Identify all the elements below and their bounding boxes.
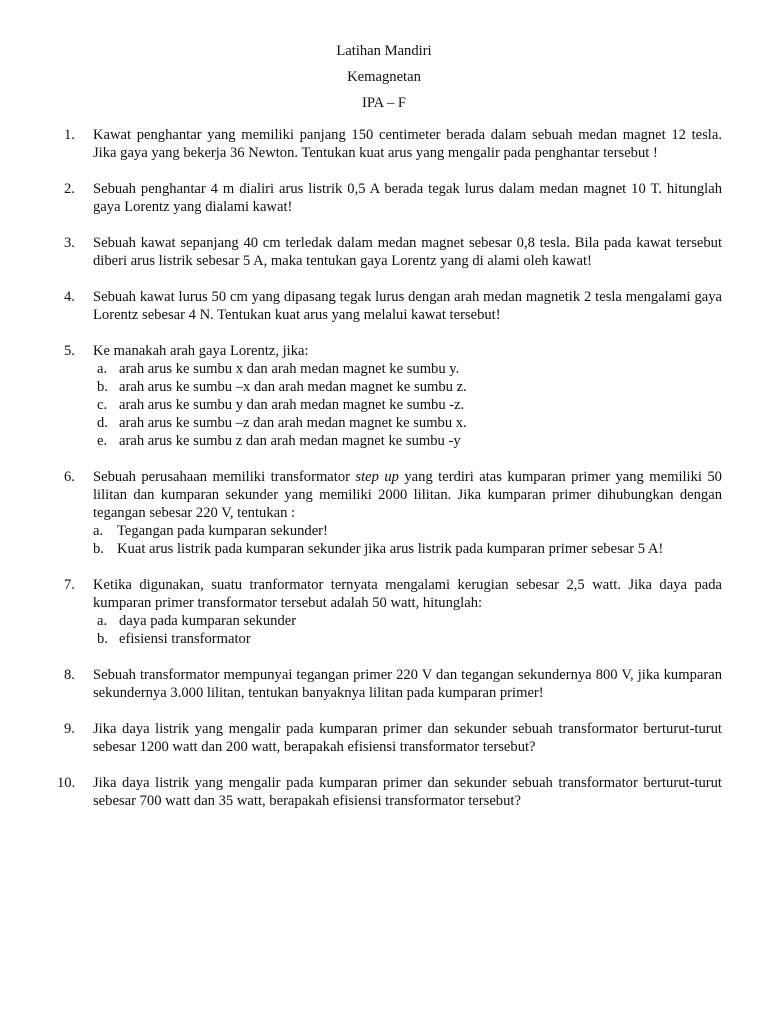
sub-item-text: arah arus ke sumbu y dan arah medan magnet ke sumbu -z.: [119, 397, 465, 413]
sub-item: [93, 396, 722, 414]
sub-item: [93, 378, 722, 396]
question-text-after: yang terdiri atas kumparan primer yang memiliki 50 lilitan dan kumparan sekunder yang memiliki 2000 lilitan. Jika kumparan primer dihubungkan dengan tegangan sebesar 220 V, tentukan :: [93, 469, 722, 521]
sub-item: [93, 630, 722, 648]
sub-item-text: Kuat arus listrik pada kumparan sekunder jika arus listrik pada kumparan primer sebesar 5 A!: [117, 541, 664, 557]
document-title: Latihan Mandiri: [336, 43, 432, 59]
question-text: [93, 468, 722, 522]
question-2: [64, 180, 722, 216]
question-number: 9.: [64, 721, 75, 737]
question-text: Kawat penghantar yang memiliki panjang 150 centimeter berada dalam sebuah medan magnet 12 tesla. Jika gaya yang bekerja 36 Newton. Tentukan kuat arus yang mengalir pada penghantar tersebut !: [93, 127, 722, 161]
question-10: [57, 774, 722, 810]
sub-item-letter: a.: [93, 523, 104, 539]
sub-item-text: daya pada kumparan sekunder: [119, 613, 297, 629]
question-number: 8.: [64, 667, 75, 683]
question-7: [64, 576, 722, 648]
sub-item-letter: a.: [97, 361, 108, 377]
sub-item: [93, 360, 722, 378]
sub-item: [93, 522, 722, 540]
document-header: [0, 42, 768, 120]
question-text: Sebuah penghantar 4 m dialiri arus listrik 0,5 A berada tegak lurus dalam medan magnet 10 T. hitunglah gaya Lorentz yang dialami kawat!: [93, 181, 722, 215]
question-number: 4.: [64, 289, 75, 305]
question-text-emphasis: step up: [355, 469, 399, 485]
sub-item: [93, 612, 722, 630]
question-text: Ke manakah arah gaya Lorentz, jika:: [93, 343, 309, 359]
document-subtitle: Kemagnetan: [347, 69, 421, 85]
question-text: Jika daya listrik yang mengalir pada kumparan primer dan sekunder sebuah transformator berturut-turut sebesar 1200 watt dan 200 watt, berapakah efisiensi transformator tersebut?: [93, 721, 722, 755]
sub-item-letter: a.: [97, 613, 108, 629]
question-number: 6.: [64, 469, 75, 485]
question-text: Sebuah kawat lurus 50 cm yang dipasang tegak lurus dengan arah medan magnetik 2 tesla mengalami gaya Lorentz sebesar 4 N. Tentukan kuat arus yang melalui kawat tersebut!: [93, 289, 722, 323]
sub-item-letter: d.: [97, 415, 108, 431]
question-text: Jika daya listrik yang mengalir pada kumparan primer dan sekunder sebuah transformator berturut-turut sebesar 700 watt dan 35 watt, berapakah efisiensi transformator tersebut?: [93, 775, 722, 809]
question-number: 10.: [57, 775, 76, 791]
question-number: 7.: [64, 577, 75, 593]
sub-item-letter: b.: [97, 631, 108, 647]
document-class: IPA – F: [361, 95, 407, 111]
question-8: [64, 666, 722, 702]
question-4: [64, 288, 722, 324]
sub-item-letter: e.: [97, 433, 108, 449]
question-text: Sebuah kawat sepanjang 40 cm terledak dalam medan magnet sebesar 0,8 tesla. Bila pada kawat tersebut diberi arus listrik sebesar 5 A, maka tentukan gaya Lorentz yang di alami oleh kawat!: [93, 235, 722, 269]
sub-item-text: arah arus ke sumbu –z dan arah medan magnet ke sumbu x.: [119, 415, 467, 431]
question-1: [64, 126, 722, 162]
sub-item-letter: b.: [97, 379, 108, 395]
sub-item-letter: c.: [97, 397, 108, 413]
question-6: [64, 468, 722, 558]
question-text: Ketika digunakan, suatu tranformator ternyata mengalami kerugian sebesar 2,5 watt. Jika daya pada kumparan primer transformator tersebut adalah 50 watt, hitunglah:: [93, 577, 722, 611]
question-5: [64, 342, 722, 450]
question-number: 1.: [64, 127, 75, 143]
question-3: [64, 234, 722, 270]
sub-item: [93, 414, 722, 432]
sub-item-letter: b.: [93, 541, 104, 557]
question-text: Sebuah transformator mempunyai tegangan primer 220 V dan tegangan sekundernya 800 V, jika kumparan sekundernya 3.000 lilitan, tentukan banyaknya lilitan pada kumparan primer!: [93, 667, 722, 701]
question-number: 3.: [64, 235, 75, 251]
sub-item-text: Tegangan pada kumparan sekunder!: [117, 523, 328, 539]
sub-item-text: arah arus ke sumbu z dan arah medan magnet ke sumbu -y: [119, 433, 461, 449]
sub-item: [93, 540, 722, 558]
question-text-before: Sebuah perusahaan memiliki transformator: [93, 469, 356, 485]
question-9: [64, 720, 722, 756]
question-list: [57, 126, 722, 828]
sub-item-text: arah arus ke sumbu x dan arah medan magnet ke sumbu y.: [119, 361, 460, 377]
question-number: 5.: [64, 343, 75, 359]
sub-item-text: arah arus ke sumbu –x dan arah medan magnet ke sumbu z.: [119, 379, 467, 395]
sub-item: [93, 432, 722, 450]
question-number: 2.: [64, 181, 75, 197]
sub-item-text: efisiensi transformator: [119, 631, 251, 647]
